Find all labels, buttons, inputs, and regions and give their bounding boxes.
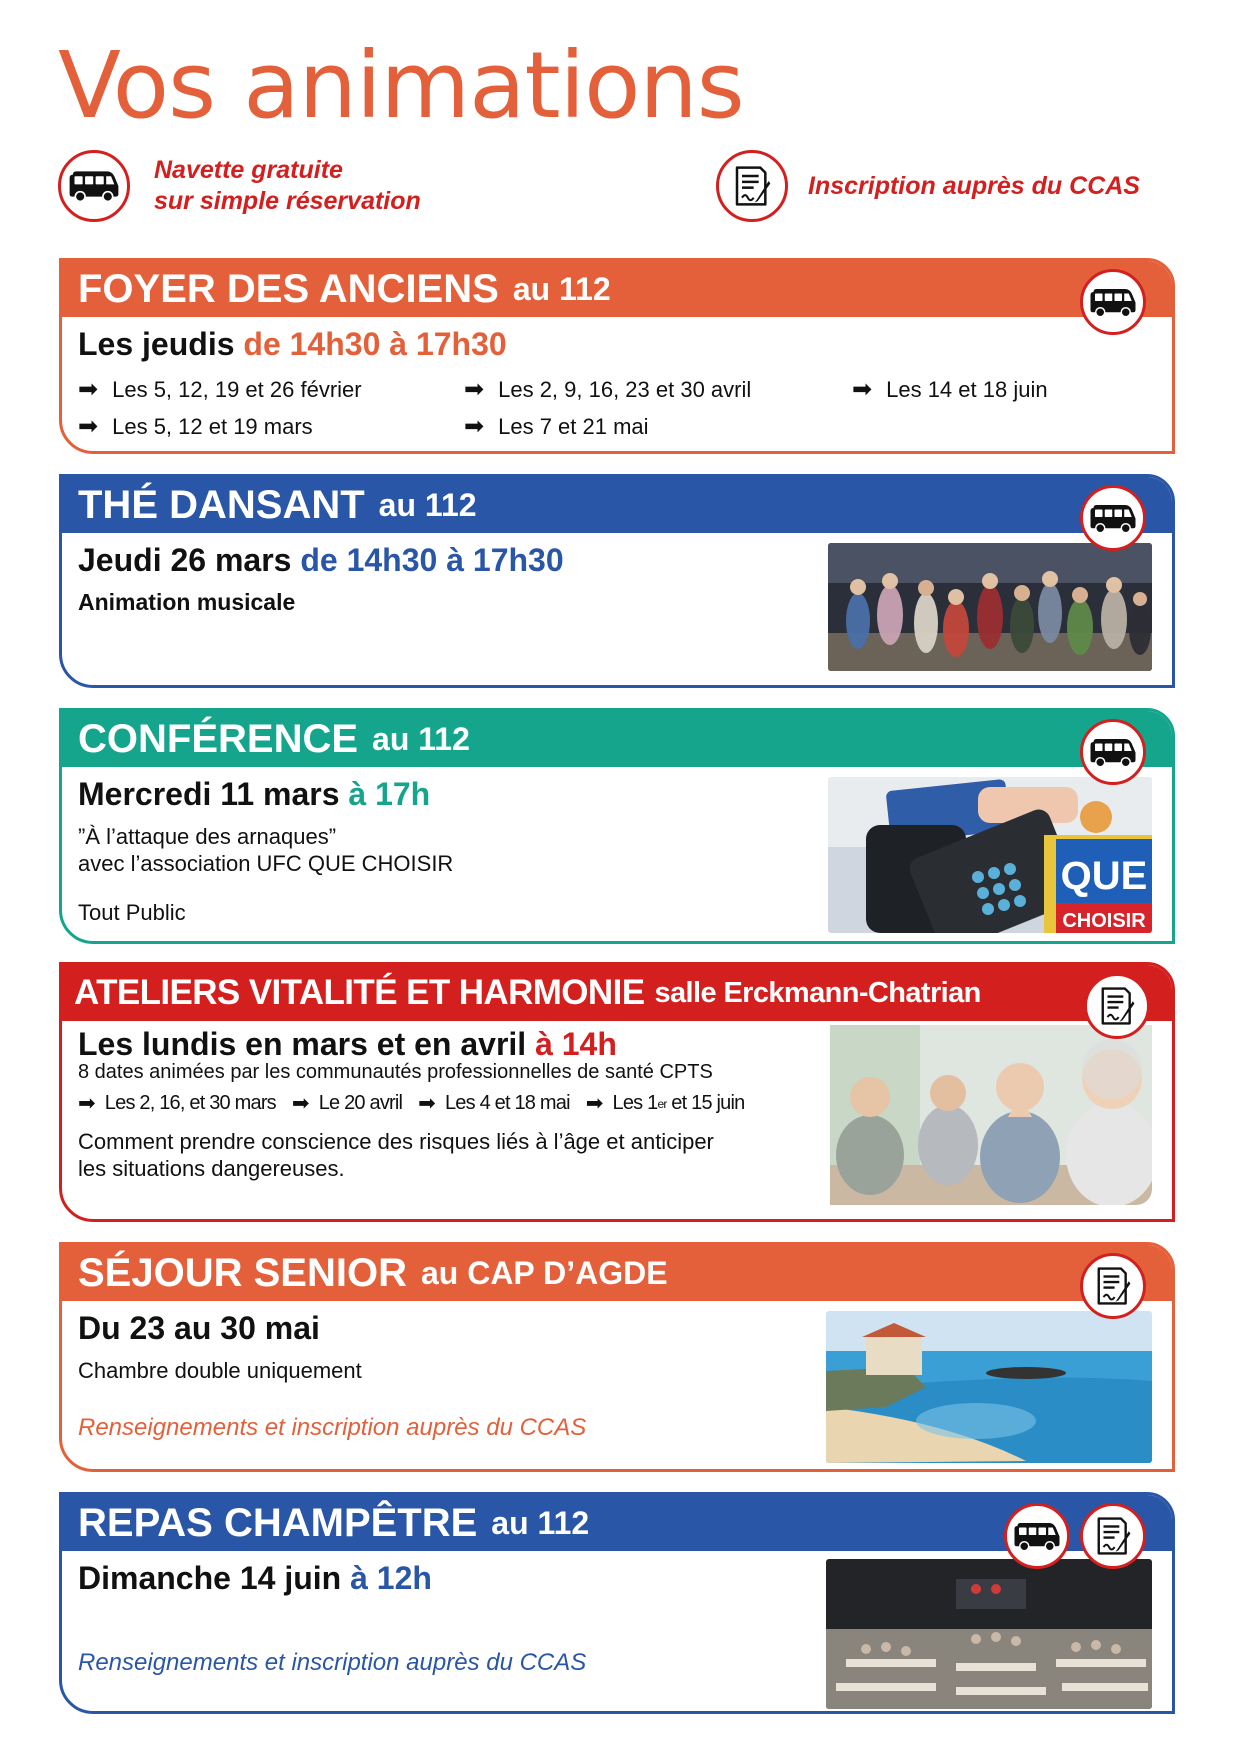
section-header (62, 261, 1172, 317)
arrow-right-icon: ➡ (78, 413, 99, 440)
atelier-desc-line1: Comment prendre conscience des risques liés à l’âge et anticiper (78, 1129, 714, 1154)
list-item: ➡ Les 2, 16, et 30 mars (78, 1092, 276, 1115)
section-location: au 112 (512, 270, 611, 307)
section-ateliers-vitalite (59, 962, 1175, 1222)
section-header (62, 477, 1172, 533)
schedule-time: à 14h (535, 1026, 617, 1062)
schedule-day: Les lundis en mars et en avril (78, 1026, 527, 1062)
section-location: au 112 (378, 486, 477, 523)
que-choisir-logo-top: QUE (1060, 854, 1148, 898)
arrow-right-icon: ➡ (78, 1092, 95, 1115)
beach-photo (826, 1311, 1152, 1463)
arrow-right-icon: ➡ (585, 1092, 603, 1115)
conference-title: ”À l’attaque des arnaques” (78, 824, 337, 849)
banquet-photo (826, 1559, 1152, 1709)
section-header (62, 711, 1172, 767)
schedule-time: à 17h (348, 776, 431, 812)
legend-shuttle (58, 150, 421, 222)
arrow-right-icon: ➡ (291, 1092, 309, 1115)
info-text: Renseignements et inscription auprès du CCAS (78, 1649, 587, 1676)
section-title: THÉ DANSANT (78, 482, 365, 527)
info-text: Renseignements et inscription auprès du CCAS (78, 1414, 587, 1441)
section-title: FOYER DES ANCIENS (78, 266, 499, 311)
list-item: ➡ Les 5, 12 et 19 mars (78, 413, 313, 440)
yoga-photo (830, 1025, 1152, 1205)
arrow-right-icon: ➡ (78, 376, 99, 403)
schedule-time: de 14h30 à 17h30 (300, 542, 564, 578)
list-item: ➡ Les 5, 12, 19 et 26 février (78, 376, 362, 403)
arrow-right-icon: ➡ (418, 1092, 435, 1115)
card-payment-photo (828, 777, 1152, 933)
section-repas-champetre (59, 1492, 1175, 1714)
section-location: au CAP D’AGDE (420, 1254, 668, 1291)
schedule-day: Jeudi 26 mars (78, 542, 292, 578)
section-location: au 112 (372, 720, 470, 757)
list-item: ➡ Les 4 et 18 mai (418, 1092, 570, 1115)
minibus-icon (58, 150, 130, 222)
event-subtitle: Animation musicale (78, 589, 296, 615)
arrow-right-icon: ➡ (464, 376, 485, 403)
schedule-day: Du 23 au 30 mai (78, 1310, 320, 1346)
date-list (78, 375, 1156, 441)
section-title: CONFÉRENCE (78, 716, 359, 761)
schedule-day: Mercredi 11 mars (78, 776, 340, 812)
atelier-desc-line2: les situations dangereuses. (78, 1156, 345, 1181)
section-header (62, 965, 1172, 1021)
legend-registration-text: Inscription auprès du CCAS (808, 171, 1140, 200)
signed-form-icon (716, 150, 788, 222)
section-title: REPAS CHAMPÊTRE (78, 1500, 478, 1545)
signed-form-icon (1084, 973, 1150, 1039)
section-sejour-senior (59, 1242, 1175, 1472)
section-location: au 112 (491, 1504, 590, 1541)
section-title: ATELIERS VITALITÉ ET HARMONIE (74, 973, 645, 1012)
section-location: salle Erckmann-Chatrian (654, 976, 981, 1009)
minibus-icon (1080, 269, 1146, 335)
legend-shuttle-line1: Navette gratuite (154, 156, 343, 184)
minibus-icon (1080, 719, 1146, 785)
minibus-icon (1080, 485, 1146, 551)
arrow-right-icon: ➡ (852, 376, 873, 403)
section-foyer-des-anciens (59, 258, 1175, 454)
list-item: ➡ Le 20 avril (291, 1092, 403, 1115)
list-item: ➡ Les 1 er et 15 juin (585, 1092, 745, 1115)
room-info: Chambre double uniquement (78, 1358, 362, 1383)
section-conference (59, 708, 1175, 944)
atelier-intro: 8 dates animées par les communautés professionnelles de santé CPTS (78, 1061, 713, 1083)
schedule-time: de 14h30 à 17h30 (243, 326, 507, 362)
conference-host: avec l’association UFC QUE CHOISIR (78, 851, 454, 876)
signed-form-icon (1080, 1503, 1146, 1569)
dance-photo (828, 543, 1152, 671)
legend-registration (716, 150, 1140, 222)
signed-form-icon (1080, 1253, 1146, 1319)
schedule-day: Dimanche 14 juin (78, 1560, 342, 1596)
section-title: SÉJOUR SENIOR (78, 1250, 407, 1295)
page-title: Vos animations (58, 32, 744, 139)
schedule (78, 323, 1156, 365)
audience: Tout Public (78, 900, 186, 925)
list-item: ➡ Les 7 et 21 mai (464, 413, 649, 440)
que-choisir-logo-bottom: CHOISIR (1062, 910, 1146, 932)
section-the-dansant (59, 474, 1175, 688)
section-header (62, 1245, 1172, 1301)
list-item: ➡ Les 14 et 18 juin (852, 376, 1048, 403)
minibus-icon (1004, 1503, 1070, 1569)
schedule-day: Les jeudis (78, 326, 235, 362)
list-item: ➡ Les 2, 9, 16, 23 et 30 avril (464, 376, 752, 403)
arrow-right-icon: ➡ (464, 413, 485, 440)
schedule-time: à 12h (350, 1560, 432, 1596)
legend-shuttle-line2: sur simple réservation (154, 187, 421, 215)
